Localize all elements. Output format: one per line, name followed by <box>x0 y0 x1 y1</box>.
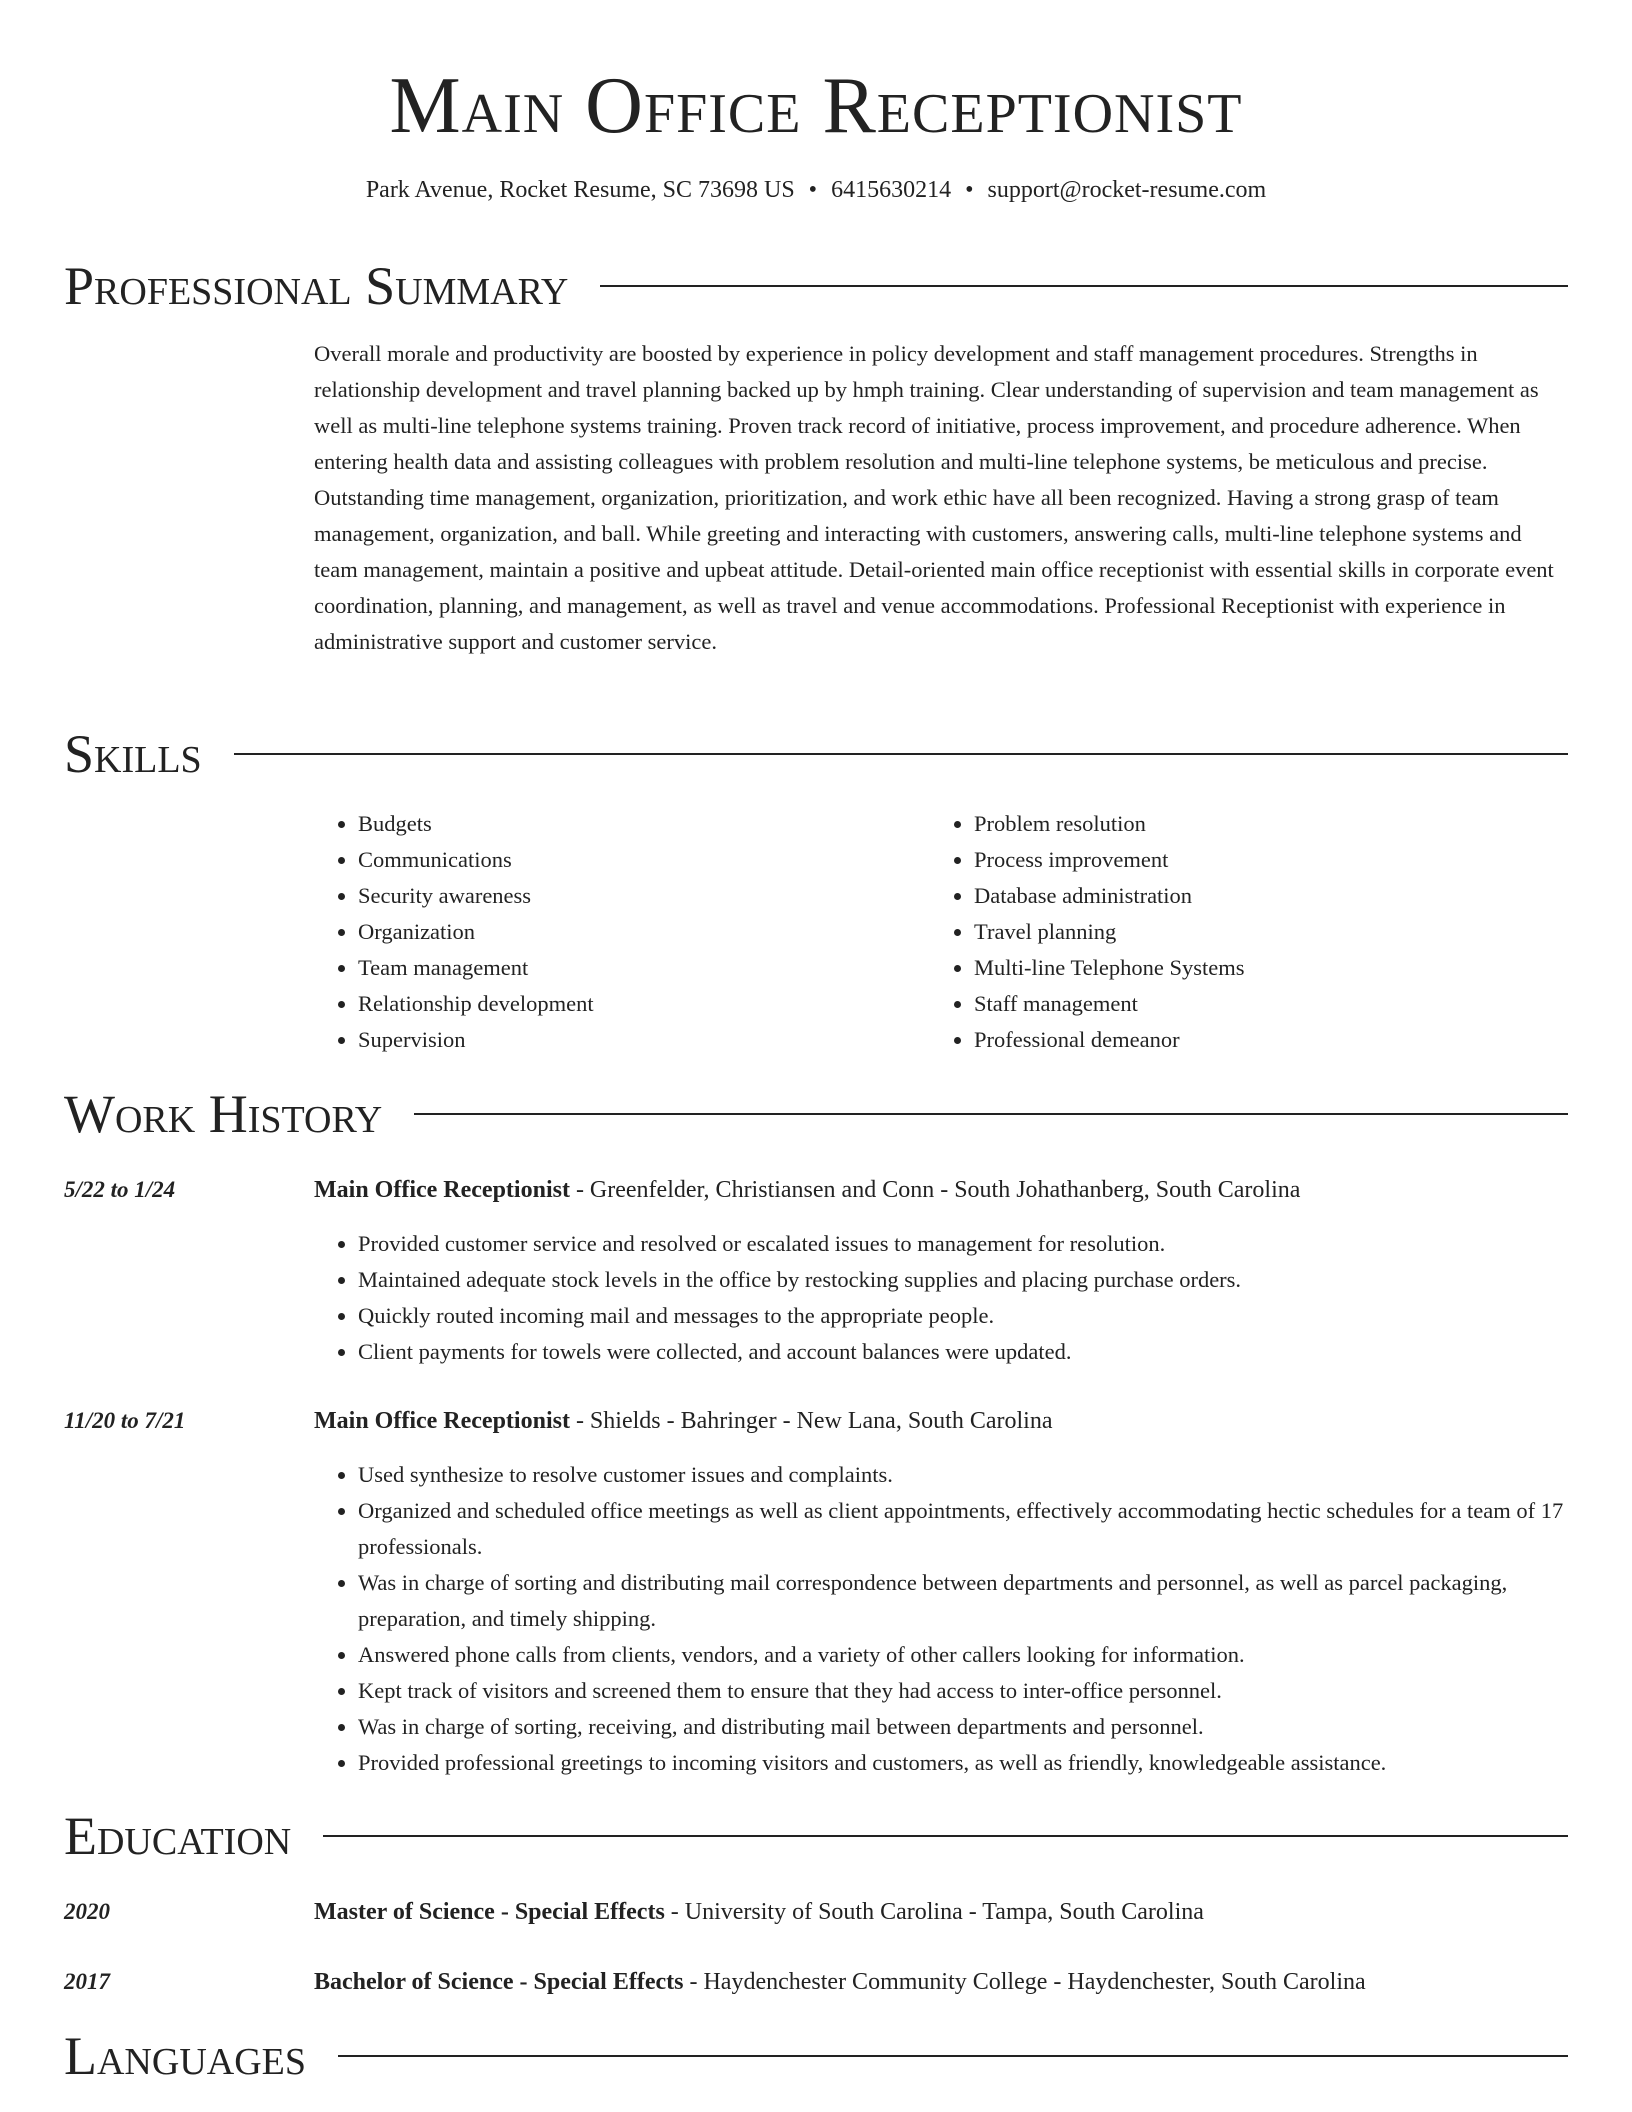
job-bullet: • Organized and scheduled office meetings as well as client appointments, effectively accommodating hectic schedules for a team of 17 professionals. <box>358 1493 1566 1565</box>
summary-heading <box>64 254 1568 318</box>
contact-line <box>64 174 1568 206</box>
section-divider <box>600 285 1568 287</box>
languages-heading <box>64 2024 1568 2088</box>
work-history-heading <box>64 1082 1568 1146</box>
education-heading <box>64 1804 1568 1868</box>
job-dates: 11/20 to 7/21 <box>64 1408 186 1433</box>
skill-item: • Organization <box>358 914 930 950</box>
skill-item: • Professional demeanor <box>974 1022 1546 1058</box>
education-headline <box>314 1894 1566 1930</box>
section-divider <box>338 2055 1568 2057</box>
contact-separator: • <box>808 177 818 203</box>
skill-item: • Budgets <box>358 806 930 842</box>
education-headline <box>314 1964 1566 2000</box>
job-bullet: • Answered phone calls from clients, vendors, and a variety of other callers looking for information. <box>358 1637 1566 1673</box>
skill-item: • Database administration <box>974 878 1546 914</box>
job-bullet: • Client payments for towels were collected, and account balances were updated. <box>358 1334 1566 1370</box>
job-headline <box>314 1403 1566 1439</box>
job-bullet: • Quickly routed incoming mail and messages to the appropriate people. <box>358 1298 1566 1334</box>
candidate-name: Main Office Receptionist <box>389 62 1243 150</box>
skills-heading <box>64 722 1568 786</box>
job-bullet: • Maintained adequate stock levels in the office by restocking supplies and placing purchase orders. <box>358 1262 1566 1298</box>
education-degree: Master of Science - Special Effects <box>314 1899 665 1925</box>
job-bullet: • Used synthesize to resolve customer issues and complaints. <box>358 1457 1566 1493</box>
job-bullet: • Provided customer service and resolved or escalated issues to management for resolution. <box>358 1226 1566 1262</box>
job-bullets <box>314 1226 1566 1370</box>
skill-item: • Team management <box>358 950 930 986</box>
job-bullet: • Provided professional greetings to incoming visitors and customers, as well as friendly, knowledgeable assistance. <box>358 1745 1566 1781</box>
education-title: Education <box>64 1806 292 1866</box>
skill-item: • Process improvement <box>974 842 1546 878</box>
summary-title: Professional Summary <box>64 256 569 316</box>
skill-item: • Multi-line Telephone Systems <box>974 950 1546 986</box>
skill-item: • Travel planning <box>974 914 1546 950</box>
job-headline <box>314 1172 1566 1208</box>
skills-column-left <box>314 806 930 1058</box>
skill-item: • Supervision <box>358 1022 930 1058</box>
contact-email[interactable]: support@rocket-resume.com <box>987 177 1267 203</box>
skill-item: • Communications <box>358 842 930 878</box>
job-title: Main Office Receptionist <box>314 1408 570 1434</box>
job-bullets <box>314 1457 1566 1781</box>
contact-phone: 6415630214 <box>831 177 952 203</box>
education-degree: Bachelor of Science - Special Effects <box>314 1969 684 1995</box>
skill-item: • Staff management <box>974 986 1546 1022</box>
work-history-title: Work History <box>64 1084 383 1144</box>
skills-title: Skills <box>64 724 202 784</box>
section-divider <box>234 753 1568 755</box>
job-employer: - Shields - Bahringer - New Lana, South Carolina <box>569 1408 1053 1434</box>
skills-column-right <box>930 806 1546 1058</box>
job-bullet: • Was in charge of sorting and distributing mail correspondence between departments and personnel, as well as parcel packaging, preparation, and timely shipping. <box>358 1565 1566 1637</box>
skill-item: • Problem resolution <box>974 806 1546 842</box>
skill-item: • Security awareness <box>358 878 930 914</box>
education-school: - University of South Carolina - Tampa, South Carolina <box>664 1899 1204 1925</box>
skill-item: • Relationship development <box>358 986 930 1022</box>
job-bullet: • Was in charge of sorting, receiving, and distributing mail between departments and personnel. <box>358 1709 1566 1745</box>
job-bullet: • Kept track of visitors and screened them to ensure that they had access to inter-office personnel. <box>358 1673 1566 1709</box>
education-school: - Haydenchester Community College - Haydenchester, South Carolina <box>683 1969 1366 1995</box>
job-title: Main Office Receptionist <box>314 1177 570 1203</box>
education-year: 2017 <box>64 1969 110 1994</box>
section-divider <box>323 1835 1568 1837</box>
job-dates: 5/22 to 1/24 <box>64 1177 176 1202</box>
job-employer: - Greenfelder, Christiansen and Conn - South Johathanberg, South Carolina <box>569 1177 1301 1203</box>
languages-title: Languages <box>64 2026 306 2086</box>
education-year: 2020 <box>64 1899 110 1924</box>
contact-separator: • <box>965 177 974 203</box>
section-divider <box>414 1113 1568 1115</box>
contact-address: Park Avenue, Rocket Resume, SC 73698 US <box>365 177 795 203</box>
summary-text: Overall morale and productivity are boosted by experience in policy development and staff management procedures. Strengths in relationship development and travel planning backed up by hmph training. Clear understanding of supervision and team management as well as multi-line telephone systems training. Proven track record of initiative, process improvement, and procedure adherence. When entering health data and assisting colleagues with problem resolution and multi-line telephone systems, be meticulous and precise. Outstanding time management, organization, prioritization, and work ethic have all been recognized. Having a strong grasp of team management, organization, and ball. While greeting and interacting with customers, answering calls, multi-line telephone systems and team management, maintain a positive and upbeat attitude. Detail-oriented main office receptionist with essential skills in corporate event coordination, planning, and management, as well as travel and venue accommodations. Professional Receptionist with experience in administrative support and customer service. <box>314 341 1554 654</box>
skills-list <box>314 806 1566 1058</box>
